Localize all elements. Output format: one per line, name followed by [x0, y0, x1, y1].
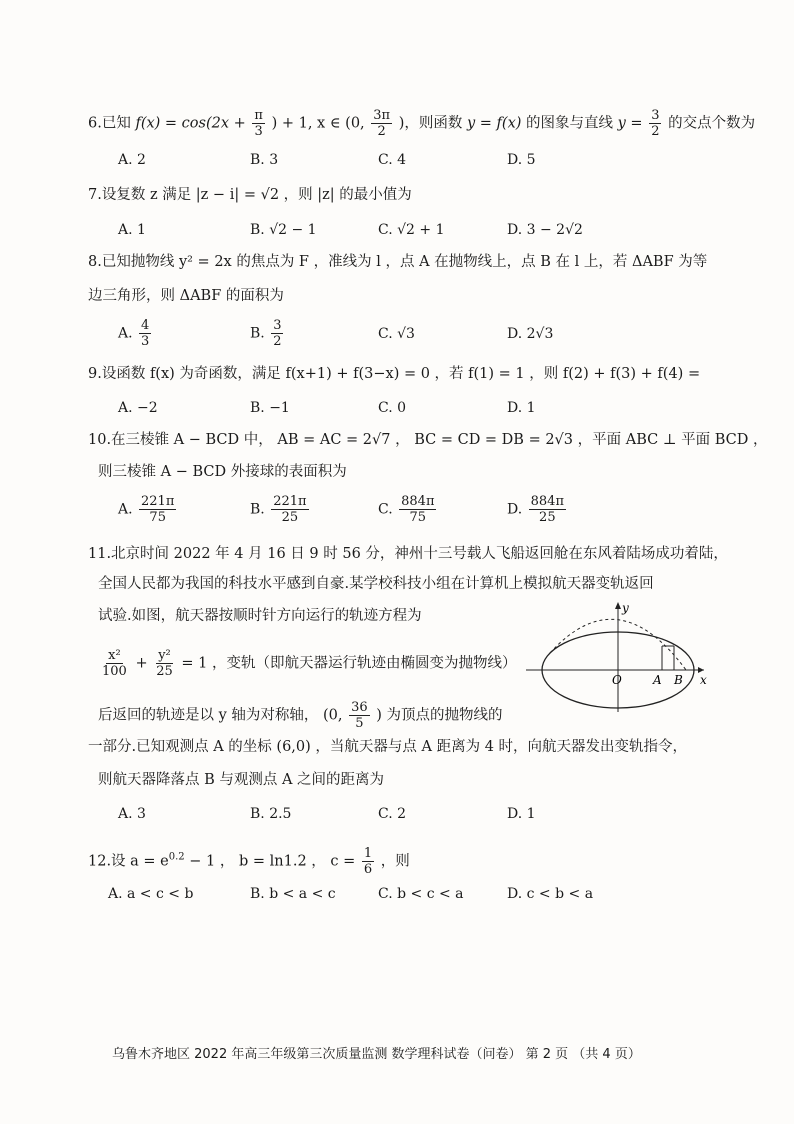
ellipse-parabola-figure: [522, 596, 712, 716]
option-a[interactable]: A. 3: [118, 806, 146, 822]
option-b[interactable]: B. √2 − 1: [250, 222, 317, 238]
point-a-label: A: [653, 673, 662, 687]
x-axis-label: x: [700, 673, 707, 687]
fraction: $\frac{3\pi}{2}$: [373, 108, 391, 139]
option-c[interactable]: C. 4: [378, 152, 407, 168]
option-d[interactable]: D. 2√3: [507, 326, 554, 342]
option-b[interactable]: B. 3: [250, 152, 279, 168]
option-a[interactable]: A. a < c < b: [108, 886, 194, 902]
option-c[interactable]: C. 2: [378, 806, 407, 822]
question-8-line-2: 边三角形，则 ΔABF 的面积为: [88, 288, 284, 304]
question-11-line-2: 全国人民都为我国的科技水平感到自豪.某学校科技小组在计算机上模拟航天器变轨返回: [98, 576, 654, 592]
fraction: $\frac{\pi}{3}$: [254, 108, 263, 139]
question-11-line-3: 试验.如图，航天器按顺时针方向运行的轨迹方程为: [98, 608, 422, 624]
page-footer: 乌鲁木齐地区 2022 年高三年级第三次质量监测 数学理科试卷（问卷） 第 2 页 （共 4 页）: [112, 1047, 641, 1062]
option-b[interactable]: B. 2.5: [250, 806, 292, 822]
question-7: 7.设复数 z 满足 |z − i| = √2 ，则 |z| 的最小值为: [88, 187, 412, 203]
point-b-label: B: [674, 673, 683, 687]
option-a[interactable]: A. −2: [118, 400, 158, 416]
option-a[interactable]: A. $\frac{221\pi}{75}$: [118, 494, 175, 525]
question-8-line-1: 8.已知抛物线 y² = 2x 的焦点为 F ，准线为 l ，点 A 在抛物线上，点 B 在 l 上，若 ΔABF 为等: [88, 254, 708, 270]
question-11-line-6: 一部分.已知观测点 A 的坐标 (6,0) ，当航天器与点 A 距离为 4 时，向航天器发出变轨指令，: [88, 739, 688, 755]
option-b[interactable]: B. b < a < c: [250, 886, 336, 902]
question-9: 9.设函数 f(x) 为奇函数，满足 f(x+1) + f(3−x) = 0 ，若 f(1) = 1 ，则 f(2) + f(3) + f(4) =: [88, 366, 701, 382]
option-d[interactable]: D. c < b < a: [507, 886, 594, 902]
question-10-line-1: 10.在三棱锥 A − BCD 中， AB = AC = 2√7 ， BC = CD = DB = 2√3 ，平面 ABC ⊥ 平面 BCD ，: [88, 432, 768, 448]
y-axis-label: y: [622, 601, 629, 615]
option-a[interactable]: A. $\frac{4}{3}$: [118, 318, 150, 349]
option-c[interactable]: C. √2 + 1: [378, 222, 445, 238]
option-c[interactable]: C. b < c < a: [378, 886, 464, 902]
question-11-line-7: 则航天器降落点 B 与观测点 A 之间的距离为: [98, 772, 385, 788]
option-b[interactable]: B. $\frac{3}{2}$: [250, 318, 282, 349]
origin-label: O: [612, 673, 622, 687]
option-b[interactable]: B. $\frac{221\pi}{25}$: [250, 494, 307, 525]
question-11-line-5: 后返回的轨迹是以 y 轴为对称轴， (0, $\frac{36}{5}$ ) 为顶点的抛物线的: [98, 700, 503, 731]
option-c[interactable]: C. √3: [378, 326, 415, 342]
option-a[interactable]: A. 2: [118, 152, 146, 168]
option-d[interactable]: D. 1: [507, 400, 536, 416]
option-d[interactable]: D. $\frac{884\pi}{25}$: [507, 494, 564, 525]
y-axis-arrow: [615, 602, 621, 609]
question-6: 6.已知 f(x) = cos(2x + $\frac{\pi}{3}$ ) + 1, x ∈ (0, $\frac{3\pi}{2}$ )，则函数 y = f(x) 的图象与直线 y = $\frac{3}{2}$ 的交点个数为: [88, 108, 756, 139]
option-d[interactable]: D. 5: [507, 152, 536, 168]
option-a[interactable]: A. 1: [118, 222, 146, 238]
option-c[interactable]: C. $\frac{884\pi}{75}$: [378, 494, 435, 525]
question-11-line-1: 11.北京时间 2022 年 4 月 16 日 9 时 56 分，神州十三号载人飞船返回舱在东风着陆场成功着陆，: [88, 546, 728, 562]
option-b[interactable]: B. −1: [250, 400, 290, 416]
option-c[interactable]: C. 0: [378, 400, 407, 416]
question-12: 12.设 $a = e^{0.2} - 1$ ， b = ln1.2 ， c = $\frac{1}{6}$ ，则: [88, 846, 410, 877]
question-10-line-2: 则三棱锥 A − BCD 外接球的表面积为: [98, 464, 347, 480]
fraction: $\frac{3}{2}$: [651, 108, 660, 139]
question-11-line-4: $\frac{\text{x²}}{100}$ + $\frac{\text{y²}}{25}$ = 1 ，变轨（即航天器运行轨迹由椭圆变为抛物线）: [102, 648, 517, 679]
option-d[interactable]: D. 1: [507, 806, 536, 822]
option-d[interactable]: D. 3 − 2√2: [507, 222, 583, 238]
